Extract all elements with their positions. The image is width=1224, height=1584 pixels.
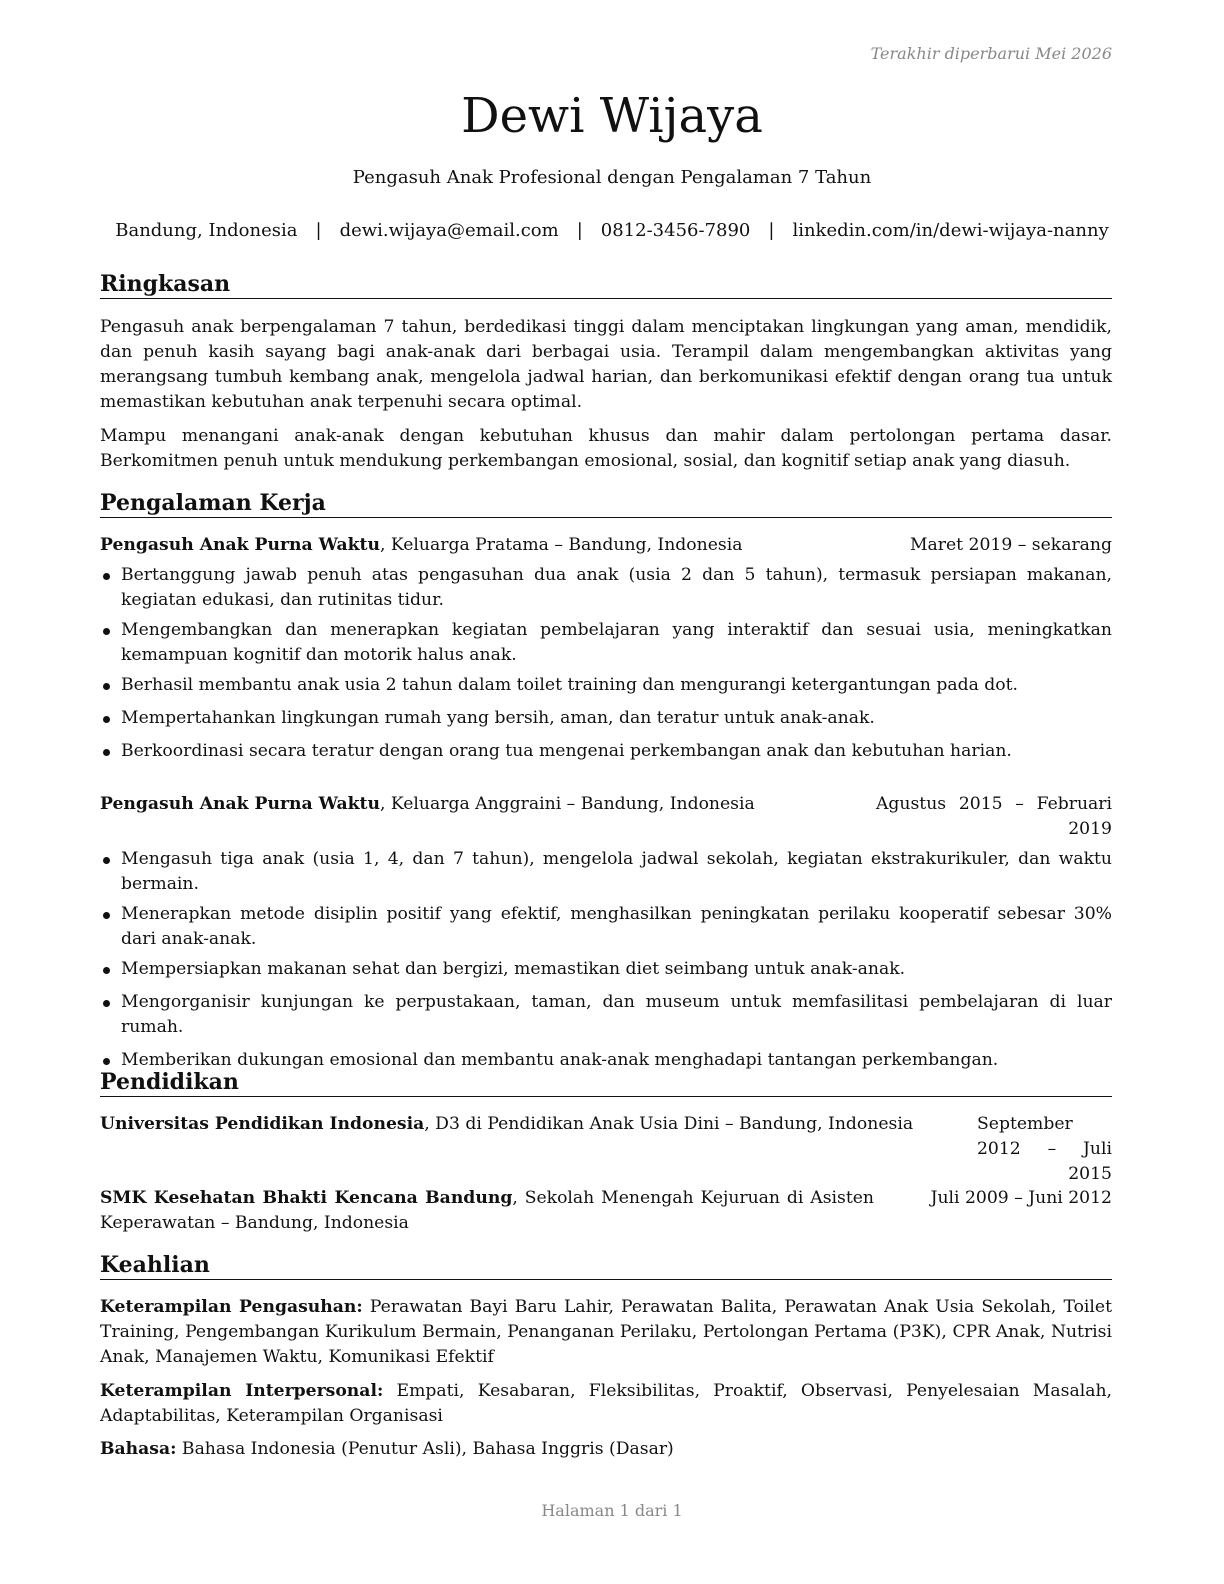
skill-label: Keterampilan Pengasuhan: — [100, 1297, 363, 1317]
school-name: SMK Kesehatan Bhakti Kencana Bandung — [100, 1188, 513, 1208]
contact-email[interactable]: dewi.wijaya@email.com — [339, 220, 559, 241]
page-number: Halaman 1 dari 1 — [541, 1501, 683, 1520]
school-detail: , D3 di Pendidikan Anak Usia Dini – Bandung, Indonesia — [424, 1114, 914, 1134]
job-role: Pengasuh Anak Purna Waktu — [100, 535, 380, 555]
contact-phone[interactable]: 0812-3456-7890 — [600, 220, 751, 241]
candidate-name: Dewi Wijaya — [461, 88, 763, 144]
section-title-skills: Keahlian — [100, 1252, 1112, 1280]
job-dates: Agustus 2015 – Februari 2019 — [876, 794, 1112, 839]
contact-separator: | — [576, 220, 583, 241]
list-item: Menerapkan metode disiplin positif yang efektif, menghasilkan peningkatan perilaku kooperatif sebesar 30% dari anak-anak. — [100, 902, 1112, 952]
contact-location: Bandung, Indonesia — [115, 220, 298, 241]
contact-line — [0, 220, 1224, 241]
job-bullets — [100, 563, 1112, 764]
summary-paragraph: Pengasuh anak berpengalaman 7 tahun, berdedikasi tinggi dalam menciptakan lingkungan yang aman, mendidik, dan penuh kasih sayang bagi anak-anak dari berbagai usia. Terampil dalam mengembangkan aktivitas yang merangsang tumbuh kembang anak, mengelola jadwal harian, dan berkomunikasi efektif dengan orang tua untuk memastikan kebutuhan anak terpenuhi secara optimal. — [100, 317, 1112, 412]
list-item: Memberikan dukungan emosional dan membantu anak-anak menghadapi tantangan perkembangan. — [100, 1048, 1112, 1073]
skill-text: Perawatan Bayi Baru Lahir, Perawatan Balita, Perawatan Anak Usia Sekolah, Toilet Training, Pengembangan Kurikulum Bermain, Penanganan Perilaku, Pertolongan Pertama (P3K), CPR Anak, Nutrisi Anak, Manajemen Waktu, Komunikasi Efektif — [100, 1297, 1113, 1367]
skill-label: Bahasa: — [100, 1439, 177, 1459]
tagline: Pengasuh Anak Profesional dengan Pengalaman 7 Tahun — [352, 167, 872, 188]
list-item: Mengembangkan dan menerapkan kegiatan pembelajaran yang interaktif dan sesuai usia, meningkatkan kemampuan kognitif dan motorik halus anak. — [100, 618, 1112, 668]
section-title-education: Pendidikan — [100, 1069, 1112, 1097]
list-item: Berhasil membantu anak usia 2 tahun dalam toilet training dan mengurangi ketergantungan pada dot. — [100, 673, 1112, 698]
summary-paragraph: Mampu menangani anak-anak dengan kebutuhan khusus dan mahir dalam pertolongan pertama dasar. Berkomitmen penuh untuk mendukung perkembangan emosional, sosial, dan kognitif setiap anak yang diasuh. — [100, 426, 1112, 471]
job-role: Pengasuh Anak Purna Waktu — [100, 794, 380, 814]
job-org: , Keluarga Pratama – Bandung, Indonesia — [379, 535, 743, 555]
section-title-experience: Pengalaman Kerja — [100, 490, 1112, 518]
job-header — [100, 533, 1112, 558]
contact-separator: | — [768, 220, 775, 241]
education-dates: Juli 2009 – Juni 2012 — [930, 1188, 1112, 1208]
job-dates: Maret 2019 – sekarang — [909, 535, 1112, 555]
job-org: , Keluarga Anggraini – Bandung, Indonesia — [379, 794, 755, 814]
section-title-summary: Ringkasan — [100, 271, 1112, 299]
job-bullets — [100, 847, 1112, 1073]
skill-group — [100, 1295, 1112, 1370]
education-item — [100, 1112, 1112, 1184]
skill-group — [100, 1379, 1112, 1429]
job-header — [100, 792, 1112, 839]
school-detail: , Sekolah Menengah Kejuruan di Asisten Keperawatan – Bandung, Indonesia — [100, 1188, 874, 1233]
list-item: Mengasuh tiga anak (usia 1, 4, dan 7 tahun), mengelola jadwal sekolah, kegiatan ekstrakurikuler, dan waktu bermain. — [100, 847, 1112, 897]
list-item: Mengorganisir kunjungan ke perpustakaan, taman, dan museum untuk memfasilitasi pembelajaran di luar rumah. — [100, 990, 1112, 1040]
education-dates: September 2012 – Juli 2015 — [977, 1114, 1112, 1184]
education-item — [100, 1186, 1112, 1236]
list-item: Bertanggung jawab penuh atas pengasuhan dua anak (usia 2 dan 5 tahun), termasuk persiapan makanan, kegiatan edukasi, dan rutinitas tidur. — [100, 563, 1112, 613]
contact-linkedin[interactable]: linkedin.com/in/dewi-wijaya-nanny — [792, 220, 1109, 241]
list-item: Berkoordinasi secara teratur dengan orang tua mengenai perkembangan anak dan kebutuhan harian. — [100, 739, 1112, 764]
last-updated: Terakhir diperbarui Mei 2026 — [870, 44, 1112, 63]
list-item: Mempertahankan lingkungan rumah yang bersih, aman, dan teratur untuk anak-anak. — [100, 706, 1112, 731]
school-name: Universitas Pendidikan Indonesia — [100, 1114, 425, 1134]
list-item: Mempersiapkan makanan sehat dan bergizi, memastikan diet seimbang untuk anak-anak. — [100, 957, 1112, 982]
contact-separator: | — [315, 220, 322, 241]
skill-label: Keterampilan Interpersonal: — [100, 1381, 384, 1401]
skill-text: Empati, Kesabaran, Fleksibilitas, Proaktif, Observasi, Penyelesaian Masalah, Adaptabilitas, Keterampilan Organisasi — [100, 1381, 1112, 1426]
skill-text: Bahasa Indonesia (Penutur Asli), Bahasa Inggris (Dasar) — [176, 1439, 674, 1459]
skill-group — [100, 1437, 1112, 1462]
